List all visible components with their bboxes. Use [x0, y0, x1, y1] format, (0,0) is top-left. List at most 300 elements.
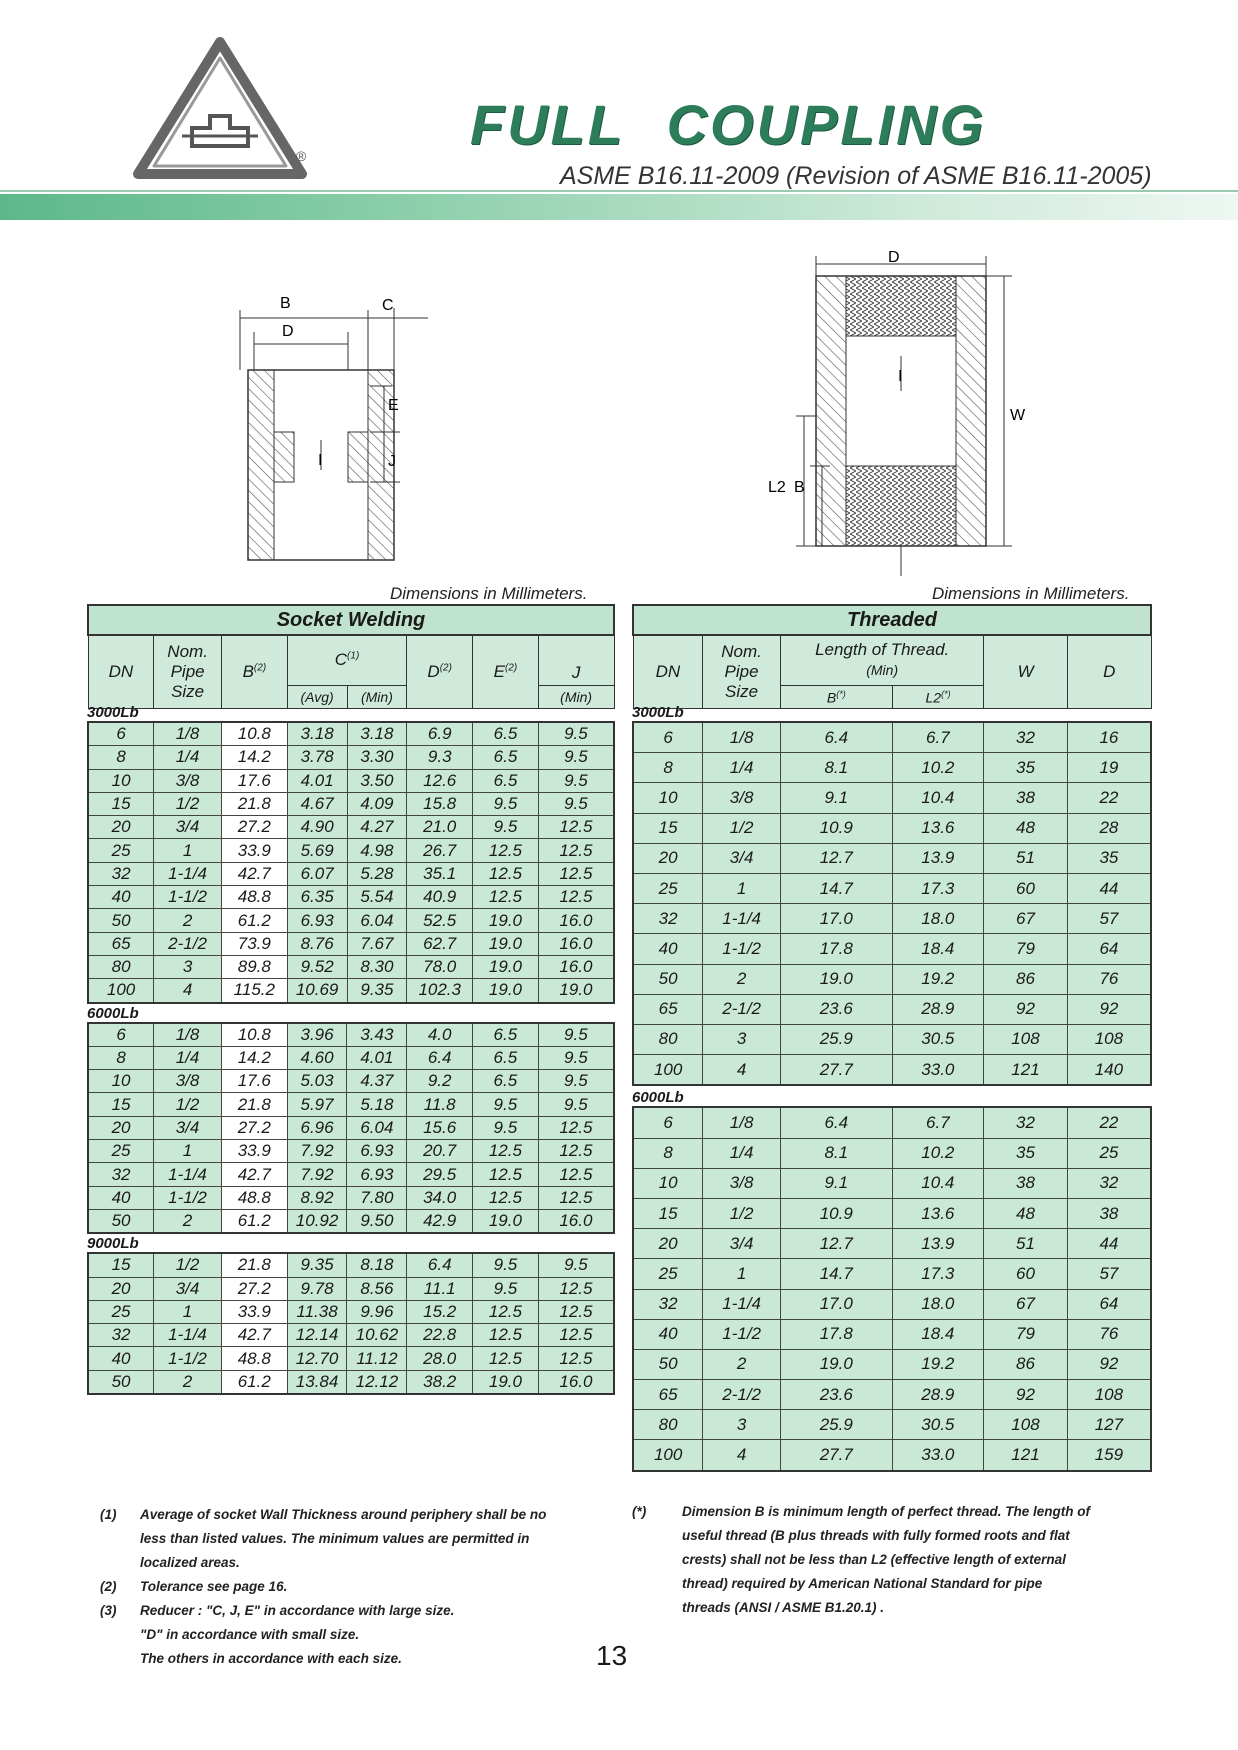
- table-row: [633, 1198, 1151, 1228]
- table-cell: 3: [703, 1024, 781, 1054]
- table-cell: 1/4: [703, 1138, 781, 1168]
- table-cell: 12.5: [473, 839, 539, 862]
- table-cell: 1/8: [154, 1023, 222, 1047]
- table-cell: 15: [633, 813, 703, 843]
- table-cell: 3/8: [154, 769, 222, 792]
- table-cell: 35: [984, 1138, 1068, 1168]
- table-row: [88, 1023, 614, 1047]
- table-cell: 65: [633, 1380, 703, 1410]
- table-cell: 9.5: [538, 1093, 614, 1116]
- table-cell: 13.6: [892, 813, 984, 843]
- table-cell: 9.5: [538, 1070, 614, 1093]
- table-cell: 19.0: [473, 955, 539, 978]
- table-cell: 9.3: [407, 746, 473, 769]
- table-cell: 12.7: [781, 843, 893, 873]
- table-cell: 3.43: [347, 1023, 407, 1047]
- table-cell: 6.7: [892, 722, 984, 753]
- table-cell: 10: [88, 769, 154, 792]
- table-cell: 1-1/4: [154, 862, 222, 885]
- table-cell: 19.0: [473, 932, 539, 955]
- table-row: [633, 1024, 1151, 1054]
- table-cell: 9.35: [287, 1253, 347, 1277]
- table-cell: 10.69: [287, 979, 347, 1003]
- table-cell: 6: [633, 722, 703, 753]
- table-cell: 11.8: [407, 1093, 473, 1116]
- table-cell: 1: [703, 1259, 781, 1289]
- table-cell: 33.0: [892, 1440, 984, 1471]
- table-cell: 64: [1067, 934, 1151, 964]
- table-cell: 61.2: [221, 1209, 287, 1233]
- threaded-table-6000lb: [632, 1106, 1152, 1471]
- table-cell: 17.8: [781, 934, 893, 964]
- table-cell: 19.2: [892, 1349, 984, 1379]
- table-cell: 11.12: [347, 1347, 407, 1370]
- table-cell: 16.0: [538, 955, 614, 978]
- table-cell: 14.2: [221, 746, 287, 769]
- table-cell: 7.92: [287, 1140, 347, 1163]
- table-row: [88, 979, 614, 1003]
- table-cell: 5.97: [287, 1093, 347, 1116]
- table-cell: 32: [633, 904, 703, 934]
- table-cell: 6.5: [473, 722, 539, 746]
- table-cell: 1-1/2: [703, 1319, 781, 1349]
- label-l2: L2: [768, 479, 786, 496]
- table-cell: 19.0: [473, 1370, 539, 1394]
- table-cell: 12.12: [347, 1370, 407, 1394]
- group-label: 6000Lb: [87, 1004, 139, 1022]
- table-cell: 8.18: [347, 1253, 407, 1277]
- table-cell: 16.0: [538, 1209, 614, 1233]
- label-b: B: [794, 479, 805, 496]
- table-cell: 9.1: [781, 1168, 893, 1198]
- table-row: [88, 1186, 614, 1209]
- table-cell: 21.0: [407, 816, 473, 839]
- table-cell: 9.5: [538, 792, 614, 815]
- table-cell: 79: [984, 934, 1068, 964]
- table-row: [88, 746, 614, 769]
- table-cell: 15: [88, 1093, 154, 1116]
- table-cell: 3.78: [287, 746, 347, 769]
- table-cell: 25: [88, 1140, 154, 1163]
- table-cell: 1/8: [703, 1107, 781, 1138]
- table-cell: 25: [88, 1300, 154, 1323]
- table-cell: 2-1/2: [703, 994, 781, 1024]
- table-cell: 76: [1067, 964, 1151, 994]
- table-cell: 1/2: [154, 1093, 222, 1116]
- table-cell: 13.6: [892, 1198, 984, 1228]
- table-cell: 35: [984, 753, 1068, 783]
- table-cell: 35.1: [407, 862, 473, 885]
- table-cell: 32: [88, 1324, 154, 1347]
- footnote-line: threads (ANSI / ASME B1.20.1) .: [682, 1600, 885, 1615]
- table-cell: 12.5: [538, 1163, 614, 1186]
- table-cell: 12.5: [473, 886, 539, 909]
- table-cell: 16.0: [538, 1370, 614, 1394]
- table-cell: 18.4: [892, 1319, 984, 1349]
- threaded-notes: [632, 1500, 1152, 1620]
- col-d: $D^{(2)}$: [407, 635, 473, 709]
- table-cell: 20: [633, 1229, 703, 1259]
- table-cell: 12.5: [538, 1300, 614, 1323]
- table-cell: 15.2: [407, 1300, 473, 1323]
- footnote-line: The others in accordance with each size.: [140, 1651, 402, 1666]
- table-cell: 6.4: [781, 1107, 893, 1138]
- table-cell: 9.78: [287, 1277, 347, 1300]
- footnote-number: (3): [100, 1603, 117, 1618]
- company-logo: [130, 36, 310, 186]
- table-cell: 3.96: [287, 1023, 347, 1047]
- table-row: [88, 1347, 614, 1370]
- table-cell: 5.28: [347, 862, 407, 885]
- socket-section-title: Socket Welding: [88, 605, 614, 635]
- table-cell: 4.98: [347, 839, 407, 862]
- table-cell: 33.9: [221, 1300, 287, 1323]
- table-cell: 1/2: [703, 1198, 781, 1228]
- table-cell: 4.90: [287, 816, 347, 839]
- table-cell: 8: [633, 753, 703, 783]
- label-i: I: [318, 452, 323, 469]
- table-cell: 11.38: [287, 1300, 347, 1323]
- table-cell: 30.5: [892, 1024, 984, 1054]
- table-cell: 27.2: [221, 1277, 287, 1300]
- table-cell: 50: [633, 964, 703, 994]
- table-cell: 1-1/4: [154, 1163, 222, 1186]
- table-cell: 92: [984, 1380, 1068, 1410]
- table-cell: 50: [88, 909, 154, 932]
- footnote-number: (*): [632, 1504, 647, 1519]
- table-cell: 6: [633, 1107, 703, 1138]
- col-b: B(*): [780, 685, 892, 708]
- table-cell: 9.5: [473, 1116, 539, 1139]
- table-cell: 86: [984, 964, 1068, 994]
- table-cell: 102.3: [407, 979, 473, 1003]
- footnote-line: localized areas.: [140, 1555, 240, 1570]
- col-nom-pipe-size: Nom. Pipe Size: [703, 635, 781, 709]
- table-cell: 6: [88, 1023, 154, 1047]
- col-b: $B^{(2)}$: [222, 635, 288, 709]
- table-cell: 2-1/2: [703, 1380, 781, 1410]
- table-row: [633, 783, 1151, 813]
- table-cell: 6.93: [287, 909, 347, 932]
- table-cell: 17.0: [781, 1289, 893, 1319]
- table-cell: 25: [633, 1259, 703, 1289]
- table-cell: 27.7: [781, 1440, 893, 1471]
- table-cell: 1-1/2: [154, 1186, 222, 1209]
- table-row: [88, 886, 614, 909]
- table-cell: 10: [633, 1168, 703, 1198]
- table-cell: 40: [88, 1347, 154, 1370]
- table-cell: 6.93: [347, 1140, 407, 1163]
- table-cell: 6.5: [473, 1023, 539, 1047]
- table-cell: 4.60: [287, 1046, 347, 1069]
- table-cell: 17.6: [221, 1070, 287, 1093]
- table-cell: 57: [1067, 1259, 1151, 1289]
- table-cell: 12.5: [473, 1140, 539, 1163]
- group-label: 3000Lb: [87, 704, 139, 721]
- table-cell: 12.5: [538, 886, 614, 909]
- table-cell: 38: [984, 783, 1068, 813]
- footnote-line: Average of socket Wall Thickness around periphery shall be no: [140, 1507, 547, 1522]
- table-cell: 6.5: [473, 746, 539, 769]
- table-cell: 115.2: [221, 979, 287, 1003]
- table-cell: 9.5: [473, 1277, 539, 1300]
- table-cell: 28.9: [892, 1380, 984, 1410]
- table-cell: 12.5: [538, 816, 614, 839]
- table-cell: 38: [1067, 1198, 1151, 1228]
- table-cell: 86: [984, 1349, 1068, 1379]
- table-cell: 50: [633, 1349, 703, 1379]
- table-row: [88, 839, 614, 862]
- table-cell: 1/4: [154, 1046, 222, 1069]
- table-cell: 11.1: [407, 1277, 473, 1300]
- table-cell: 40.9: [407, 886, 473, 909]
- table-cell: 32: [88, 862, 154, 885]
- table-cell: 12.5: [538, 1347, 614, 1370]
- threaded-drawing: [760, 246, 1060, 586]
- table-row: [88, 1370, 614, 1394]
- table-cell: 19.0: [473, 979, 539, 1003]
- table-cell: 18.0: [892, 1289, 984, 1319]
- table-cell: 6.5: [473, 769, 539, 792]
- table-cell: 27.2: [221, 816, 287, 839]
- table-cell: 10.92: [287, 1209, 347, 1233]
- table-cell: 15.8: [407, 792, 473, 815]
- table-cell: 30.5: [892, 1410, 984, 1440]
- col-c: $C^{(1)}$: [287, 635, 407, 685]
- table-cell: 12.5: [473, 1163, 539, 1186]
- table-cell: 40: [88, 886, 154, 909]
- table-cell: 3: [703, 1410, 781, 1440]
- table-cell: 108: [1067, 1024, 1151, 1054]
- table-cell: 42.7: [221, 862, 287, 885]
- table-cell: 9.5: [473, 816, 539, 839]
- table-cell: 12.5: [473, 862, 539, 885]
- table-row: [633, 1107, 1151, 1138]
- label-c: C: [382, 297, 394, 314]
- footnote: [632, 1500, 1152, 1620]
- table-cell: 48.8: [221, 1347, 287, 1370]
- table-cell: 1-1/2: [154, 886, 222, 909]
- table-cell: 10.2: [892, 1138, 984, 1168]
- table-cell: 1-1/4: [703, 904, 781, 934]
- table-row: [88, 816, 614, 839]
- table-row: [633, 843, 1151, 873]
- table-row: [633, 1229, 1151, 1259]
- table-cell: 1-1/2: [154, 1347, 222, 1370]
- col-j: J: [538, 635, 614, 685]
- table-cell: 140: [1067, 1055, 1151, 1086]
- table-cell: 48: [984, 813, 1068, 843]
- table-row: [633, 1138, 1151, 1168]
- table-cell: 159: [1067, 1440, 1151, 1471]
- table-cell: 25.9: [781, 1024, 893, 1054]
- table-cell: 65: [88, 932, 154, 955]
- socket-notes: [100, 1503, 620, 1671]
- table-cell: 17.8: [781, 1319, 893, 1349]
- table-cell: 6.4: [781, 722, 893, 753]
- table-cell: 19.0: [473, 909, 539, 932]
- table-cell: 22.8: [407, 1324, 473, 1347]
- table-cell: 14.7: [781, 1259, 893, 1289]
- label-j: J: [388, 453, 396, 470]
- table-cell: 6.07: [287, 862, 347, 885]
- table-row: [633, 722, 1151, 753]
- page-number: 13: [596, 1640, 628, 1671]
- table-cell: 1: [703, 873, 781, 903]
- table-cell: 18.0: [892, 904, 984, 934]
- table-cell: 12.5: [538, 839, 614, 862]
- socket-header-table: [87, 604, 615, 709]
- table-cell: 5.69: [287, 839, 347, 862]
- table-cell: 8.92: [287, 1186, 347, 1209]
- table-cell: 80: [633, 1024, 703, 1054]
- header-bar: [0, 194, 1238, 220]
- table-cell: 20: [633, 843, 703, 873]
- table-row: [88, 1046, 614, 1069]
- table-row: [633, 904, 1151, 934]
- table-cell: 9.2: [407, 1070, 473, 1093]
- table-cell: 44: [1067, 873, 1151, 903]
- table-cell: 27.2: [221, 1116, 287, 1139]
- col-w: W: [984, 635, 1068, 709]
- table-cell: 33.9: [221, 839, 287, 862]
- table-cell: 13.9: [892, 1229, 984, 1259]
- group-label: 9000Lb: [87, 1235, 139, 1253]
- table-cell: 1/2: [154, 1253, 222, 1277]
- table-row: [633, 1289, 1151, 1319]
- table-cell: 6.4: [407, 1046, 473, 1069]
- table-row: [633, 1168, 1151, 1198]
- table-cell: 121: [984, 1055, 1068, 1086]
- table-cell: 8: [633, 1138, 703, 1168]
- table-row: [633, 1259, 1151, 1289]
- table-cell: 44: [1067, 1229, 1151, 1259]
- table-row: [88, 1209, 614, 1233]
- table-cell: 10.8: [221, 1023, 287, 1047]
- table-cell: 61.2: [221, 1370, 287, 1394]
- table-cell: 1-1/4: [703, 1289, 781, 1319]
- threaded-units-label: Dimensions in Millimeters.: [932, 584, 1130, 603]
- table-cell: 10.2: [892, 753, 984, 783]
- table-row: [633, 1349, 1151, 1379]
- table-row: [633, 1380, 1151, 1410]
- table-cell: 1-1/2: [703, 934, 781, 964]
- table-cell: 9.5: [473, 1093, 539, 1116]
- table-row: [88, 1140, 614, 1163]
- table-cell: 19.0: [781, 964, 893, 994]
- table-cell: 22: [1067, 1107, 1151, 1138]
- table-cell: 9.5: [538, 1023, 614, 1047]
- socket-table-3000lb: [87, 721, 615, 1004]
- col-dn: DN: [633, 635, 703, 709]
- table-cell: 9.50: [347, 1209, 407, 1233]
- table-cell: 12.7: [781, 1229, 893, 1259]
- table-cell: 67: [984, 1289, 1068, 1319]
- table-cell: 1/4: [703, 753, 781, 783]
- table-row: [88, 1070, 614, 1093]
- table-cell: 8.30: [347, 955, 407, 978]
- table-cell: 3.30: [347, 746, 407, 769]
- col-j-min: (Min): [538, 685, 614, 708]
- table-cell: 12.5: [538, 1186, 614, 1209]
- table-cell: 9.1: [781, 783, 893, 813]
- footnote: [100, 1575, 620, 1599]
- table-cell: 19.0: [538, 979, 614, 1003]
- table-cell: 12.5: [538, 1324, 614, 1347]
- table-cell: 6.93: [347, 1163, 407, 1186]
- table-cell: 10.4: [892, 1168, 984, 1198]
- table-cell: 9.5: [538, 1046, 614, 1069]
- col-dn: DN: [88, 635, 154, 709]
- table-cell: 1/2: [703, 813, 781, 843]
- table-cell: 4.37: [347, 1070, 407, 1093]
- table-cell: 6.96: [287, 1116, 347, 1139]
- table-row: [88, 1163, 614, 1186]
- table-cell: 48.8: [221, 1186, 287, 1209]
- table-cell: 17.3: [892, 873, 984, 903]
- table-row: [88, 1253, 614, 1277]
- table-cell: 9.96: [347, 1300, 407, 1323]
- table-cell: 22: [1067, 783, 1151, 813]
- table-cell: 67: [984, 904, 1068, 934]
- footnote-number: (2): [100, 1579, 117, 1594]
- col-d: D: [1067, 635, 1151, 709]
- table-cell: 4: [703, 1440, 781, 1471]
- table-cell: 10.9: [781, 813, 893, 843]
- table-cell: 51: [984, 843, 1068, 873]
- table-cell: 12.5: [538, 862, 614, 885]
- page-subtitle: ASME B16.11-2009 (Revision of ASME B16.11-2005): [560, 162, 1152, 190]
- table-cell: 3.50: [347, 769, 407, 792]
- table-cell: 76: [1067, 1319, 1151, 1349]
- table-cell: 60: [984, 873, 1068, 903]
- table-cell: 6.04: [347, 1116, 407, 1139]
- label-i: I: [898, 368, 903, 385]
- table-cell: 32: [1067, 1168, 1151, 1198]
- table-cell: 8.56: [347, 1277, 407, 1300]
- table-cell: 6.5: [473, 1046, 539, 1069]
- table-cell: 16.0: [538, 932, 614, 955]
- table-cell: 62.7: [407, 932, 473, 955]
- table-cell: 6: [88, 722, 154, 746]
- group-label: 3000Lb: [632, 704, 684, 721]
- label-e: E: [388, 397, 399, 414]
- table-row: [88, 1324, 614, 1347]
- table-cell: 32: [633, 1289, 703, 1319]
- table-cell: 21.8: [221, 1093, 287, 1116]
- table-row: [88, 1300, 614, 1323]
- table-cell: 48.8: [221, 886, 287, 909]
- table-cell: 2: [154, 1209, 222, 1233]
- socket-units-label: Dimensions in Millimeters.: [390, 584, 588, 603]
- table-row: [88, 722, 614, 746]
- table-cell: 4.27: [347, 816, 407, 839]
- table-cell: 8.76: [287, 932, 347, 955]
- label-w: W: [1010, 407, 1026, 424]
- col-e: $E^{(2)}$: [473, 635, 539, 709]
- table-cell: 6.7: [892, 1107, 984, 1138]
- table-cell: 78.0: [407, 955, 473, 978]
- table-cell: 3.18: [347, 722, 407, 746]
- table-cell: 1: [154, 1140, 222, 1163]
- table-cell: 2: [154, 909, 222, 932]
- table-cell: 1/8: [154, 722, 222, 746]
- table-cell: 50: [88, 1370, 154, 1394]
- table-cell: 32: [88, 1163, 154, 1186]
- table-cell: 17.3: [892, 1259, 984, 1289]
- table-cell: 42.7: [221, 1324, 287, 1347]
- footnote-line: Reducer : "C, J, E" in accordance with large size.: [140, 1603, 455, 1618]
